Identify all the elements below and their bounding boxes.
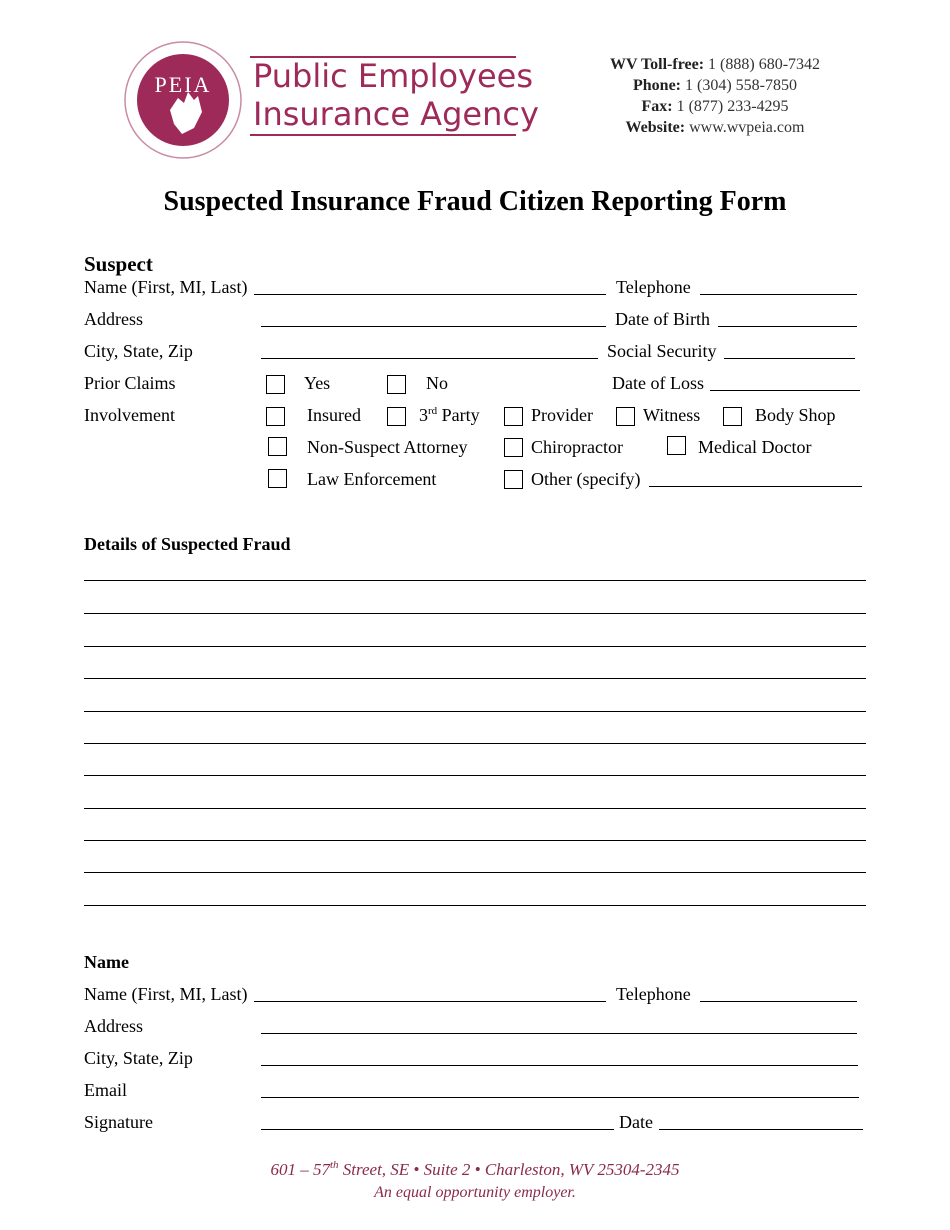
details-line[interactable] — [84, 646, 866, 647]
reporter-telephone-field[interactable] — [700, 1001, 857, 1002]
reporter-name-field[interactable] — [254, 1001, 606, 1002]
details-line[interactable] — [84, 808, 866, 809]
reporter-city-label: City, State, Zip — [84, 1048, 193, 1068]
non-suspect-attorney-checkbox[interactable] — [268, 437, 287, 456]
suspect-city-label: City, State, Zip — [84, 341, 193, 361]
body-shop-checkbox[interactable] — [723, 407, 742, 426]
details-line[interactable] — [84, 613, 866, 614]
suspect-address-label: Address — [84, 309, 143, 329]
suspect-dob-field[interactable] — [718, 326, 857, 327]
details-line[interactable] — [84, 711, 866, 712]
reporter-email-label: Email — [84, 1080, 127, 1100]
reporter-signature-field[interactable] — [261, 1129, 614, 1130]
agency-divider-bottom — [250, 134, 516, 136]
reporter-date-label: Date — [619, 1112, 653, 1132]
suspect-ssn-field[interactable] — [724, 358, 855, 359]
page-title: Suspected Insurance Fraud Citizen Reporting Form — [163, 186, 787, 217]
prior-claims-yes-checkbox[interactable] — [266, 375, 285, 394]
third-party-label: 3rd Party — [419, 405, 480, 425]
details-line[interactable] — [84, 872, 866, 873]
insured-checkbox[interactable] — [266, 407, 285, 426]
provider-checkbox[interactable] — [504, 407, 523, 426]
suspect-name-label: Name (First, MI, Last) — [84, 277, 248, 297]
chiropractor-checkbox[interactable] — [504, 438, 523, 457]
suspect-city-field[interactable] — [261, 358, 598, 359]
reporter-city-field[interactable] — [261, 1065, 858, 1066]
law-enforcement-checkbox[interactable] — [268, 469, 287, 488]
prior-claims-no-label: No — [426, 373, 448, 393]
details-line[interactable] — [84, 775, 866, 776]
contact-block — [560, 54, 870, 138]
tollfree-row: WV Toll-free: 1 (888) 680-7342 — [609, 56, 821, 73]
other-label: Other (specify) — [531, 469, 641, 489]
agency-divider — [250, 56, 516, 58]
reporter-email-field[interactable] — [261, 1097, 859, 1098]
svg-text:PEIA: PEIA — [154, 72, 212, 97]
reporter-address-field[interactable] — [261, 1033, 857, 1034]
details-heading: Details of Suspected Fraud — [84, 534, 291, 554]
details-line[interactable] — [84, 678, 866, 679]
prior-claims-no-checkbox[interactable] — [387, 375, 406, 394]
details-line[interactable] — [84, 580, 866, 581]
other-checkbox[interactable] — [504, 470, 523, 489]
medical-doctor-label: Medical Doctor — [698, 437, 812, 457]
reporter-name-label: Name (First, MI, Last) — [84, 984, 248, 1004]
suspect-ssn-label: Social Security — [607, 341, 717, 361]
suspect-heading: Suspect — [84, 252, 153, 276]
website-row: Website: www.wvpeia.com — [625, 119, 805, 136]
reporter-date-field[interactable] — [659, 1129, 863, 1130]
prior-claims-yes-label: Yes — [304, 373, 331, 393]
details-line[interactable] — [84, 743, 866, 744]
suspect-dob-label: Date of Birth — [615, 309, 710, 329]
witness-label: Witness — [643, 405, 701, 425]
involvement-label: Involvement — [84, 405, 175, 425]
footer-address: 601 – 57th Street, SE • Suite 2 • Charleston, WV 25304-2345 — [270, 1159, 680, 1179]
agency-name-line2: Insurance Agency — [253, 95, 539, 133]
third-party-checkbox[interactable] — [387, 407, 406, 426]
provider-label: Provider — [531, 405, 593, 425]
chiropractor-label: Chiropractor — [531, 437, 623, 457]
suspect-telephone-field[interactable] — [700, 294, 857, 295]
witness-checkbox[interactable] — [616, 407, 635, 426]
footer-tagline: An equal opportunity employer. — [374, 1184, 576, 1201]
details-line[interactable] — [84, 840, 866, 841]
peia-seal-logo — [122, 40, 244, 160]
fax-row: Fax: 1 (877) 233-4295 — [641, 98, 789, 115]
non-suspect-attorney-label: Non-Suspect Attorney — [307, 437, 468, 457]
prior-claims-label: Prior Claims — [84, 373, 176, 393]
date-of-loss-label: Date of Loss — [612, 373, 704, 393]
phone-row: Phone: 1 (304) 558-7850 — [633, 77, 797, 94]
insured-label: Insured — [307, 405, 361, 425]
suspect-name-field[interactable] — [254, 294, 606, 295]
reporter-heading: Name — [84, 952, 129, 972]
reporter-telephone-label: Telephone — [616, 984, 691, 1004]
agency-name-line1: Public Employees — [253, 57, 534, 95]
reporter-signature-label: Signature — [84, 1112, 153, 1132]
medical-doctor-checkbox[interactable] — [667, 436, 686, 455]
date-of-loss-field[interactable] — [710, 390, 860, 391]
seal-icon — [122, 40, 244, 160]
details-line[interactable] — [84, 905, 866, 906]
suspect-telephone-label: Telephone — [616, 277, 691, 297]
other-specify-field[interactable] — [649, 486, 862, 487]
suspect-address-field[interactable] — [261, 326, 606, 327]
body-shop-label: Body Shop — [755, 405, 836, 425]
reporter-address-label: Address — [84, 1016, 143, 1036]
law-enforcement-label: Law Enforcement — [307, 469, 437, 489]
